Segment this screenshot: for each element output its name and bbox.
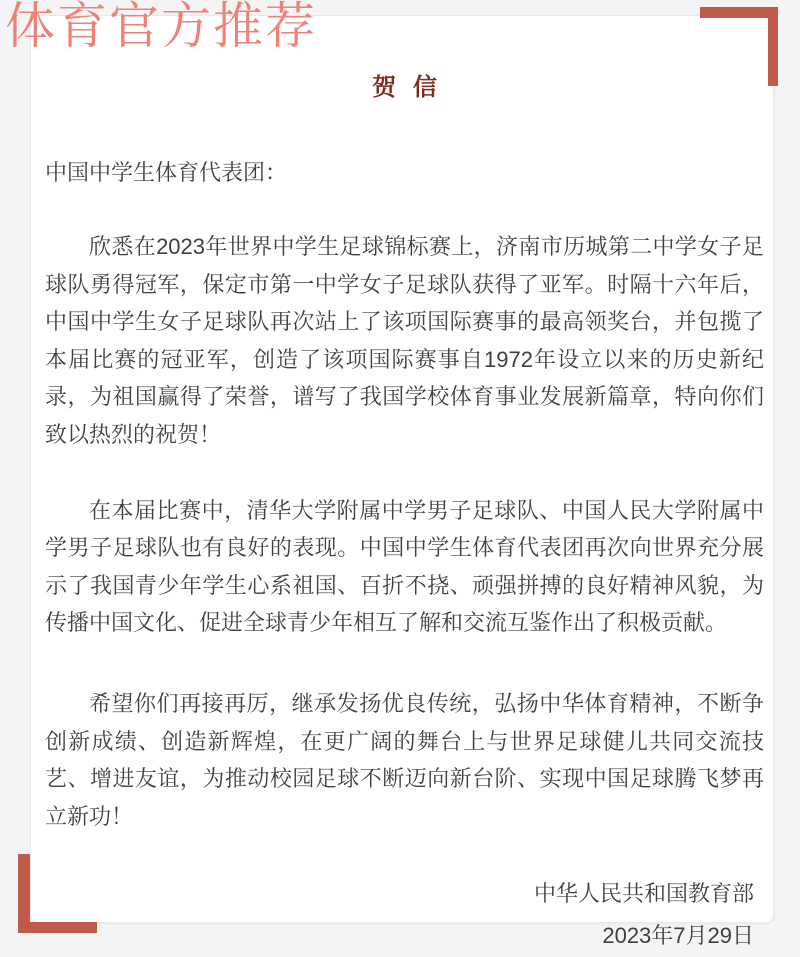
corner-decoration-top-right — [700, 7, 778, 86]
salutation: 中国中学生体育代表团： — [45, 160, 288, 185]
letter-title: 贺 信 — [372, 74, 437, 101]
signature-block — [45, 873, 764, 957]
signature-date: 2023年7月29日 — [602, 923, 754, 949]
corner-decoration-bottom-left — [18, 854, 97, 933]
letter-card — [30, 15, 774, 949]
signature-name: 中华人民共和国教育部 — [533, 881, 754, 907]
paragraph-3: 希望你们再接再厉，继承发扬优良传统，弘扬中华体育精神，不断争创新成绩、创造新辉煌，在更广阔的舞台上与世界足球健儿共同交流技艺、增进友谊，为推动校园足球不断迈向新台阶、实现中国足球腾飞梦再立新功！ — [45, 690, 764, 829]
watermark-text: 体育官方推荐 — [5, 0, 317, 55]
paragraph-2: 在本届比赛中，清华大学附属中学男子足球队、中国人民大学附属中学男子足球队也有良好的表现。中国中学生体育代表团再次向世界充分展示了我国青少年学生心系祖国、百折不挠、顽强拼搏的良好精神风貌，为传播中国文化、促进全球青少年相互了解和交流互鉴作出了积极贡献。 — [45, 497, 764, 636]
paragraph-1: 欣悉在2023年世界中学生足球锦标赛上，济南市历城第二中学女子足球队勇得冠军，保定市第一中学女子足球队获得了亚军。时隔十六年后，中国中学生女子足球队再次站上了该项国际赛事的最高领奖台，并包揽了本届比赛的冠亚军，创造了该项国际赛事自1972年设立以来的历史新纪录，为祖国赢得了荣誉，谱写了我国学校体育事业发展新篇章，特向你们致以热烈的祝贺！ — [45, 234, 764, 447]
